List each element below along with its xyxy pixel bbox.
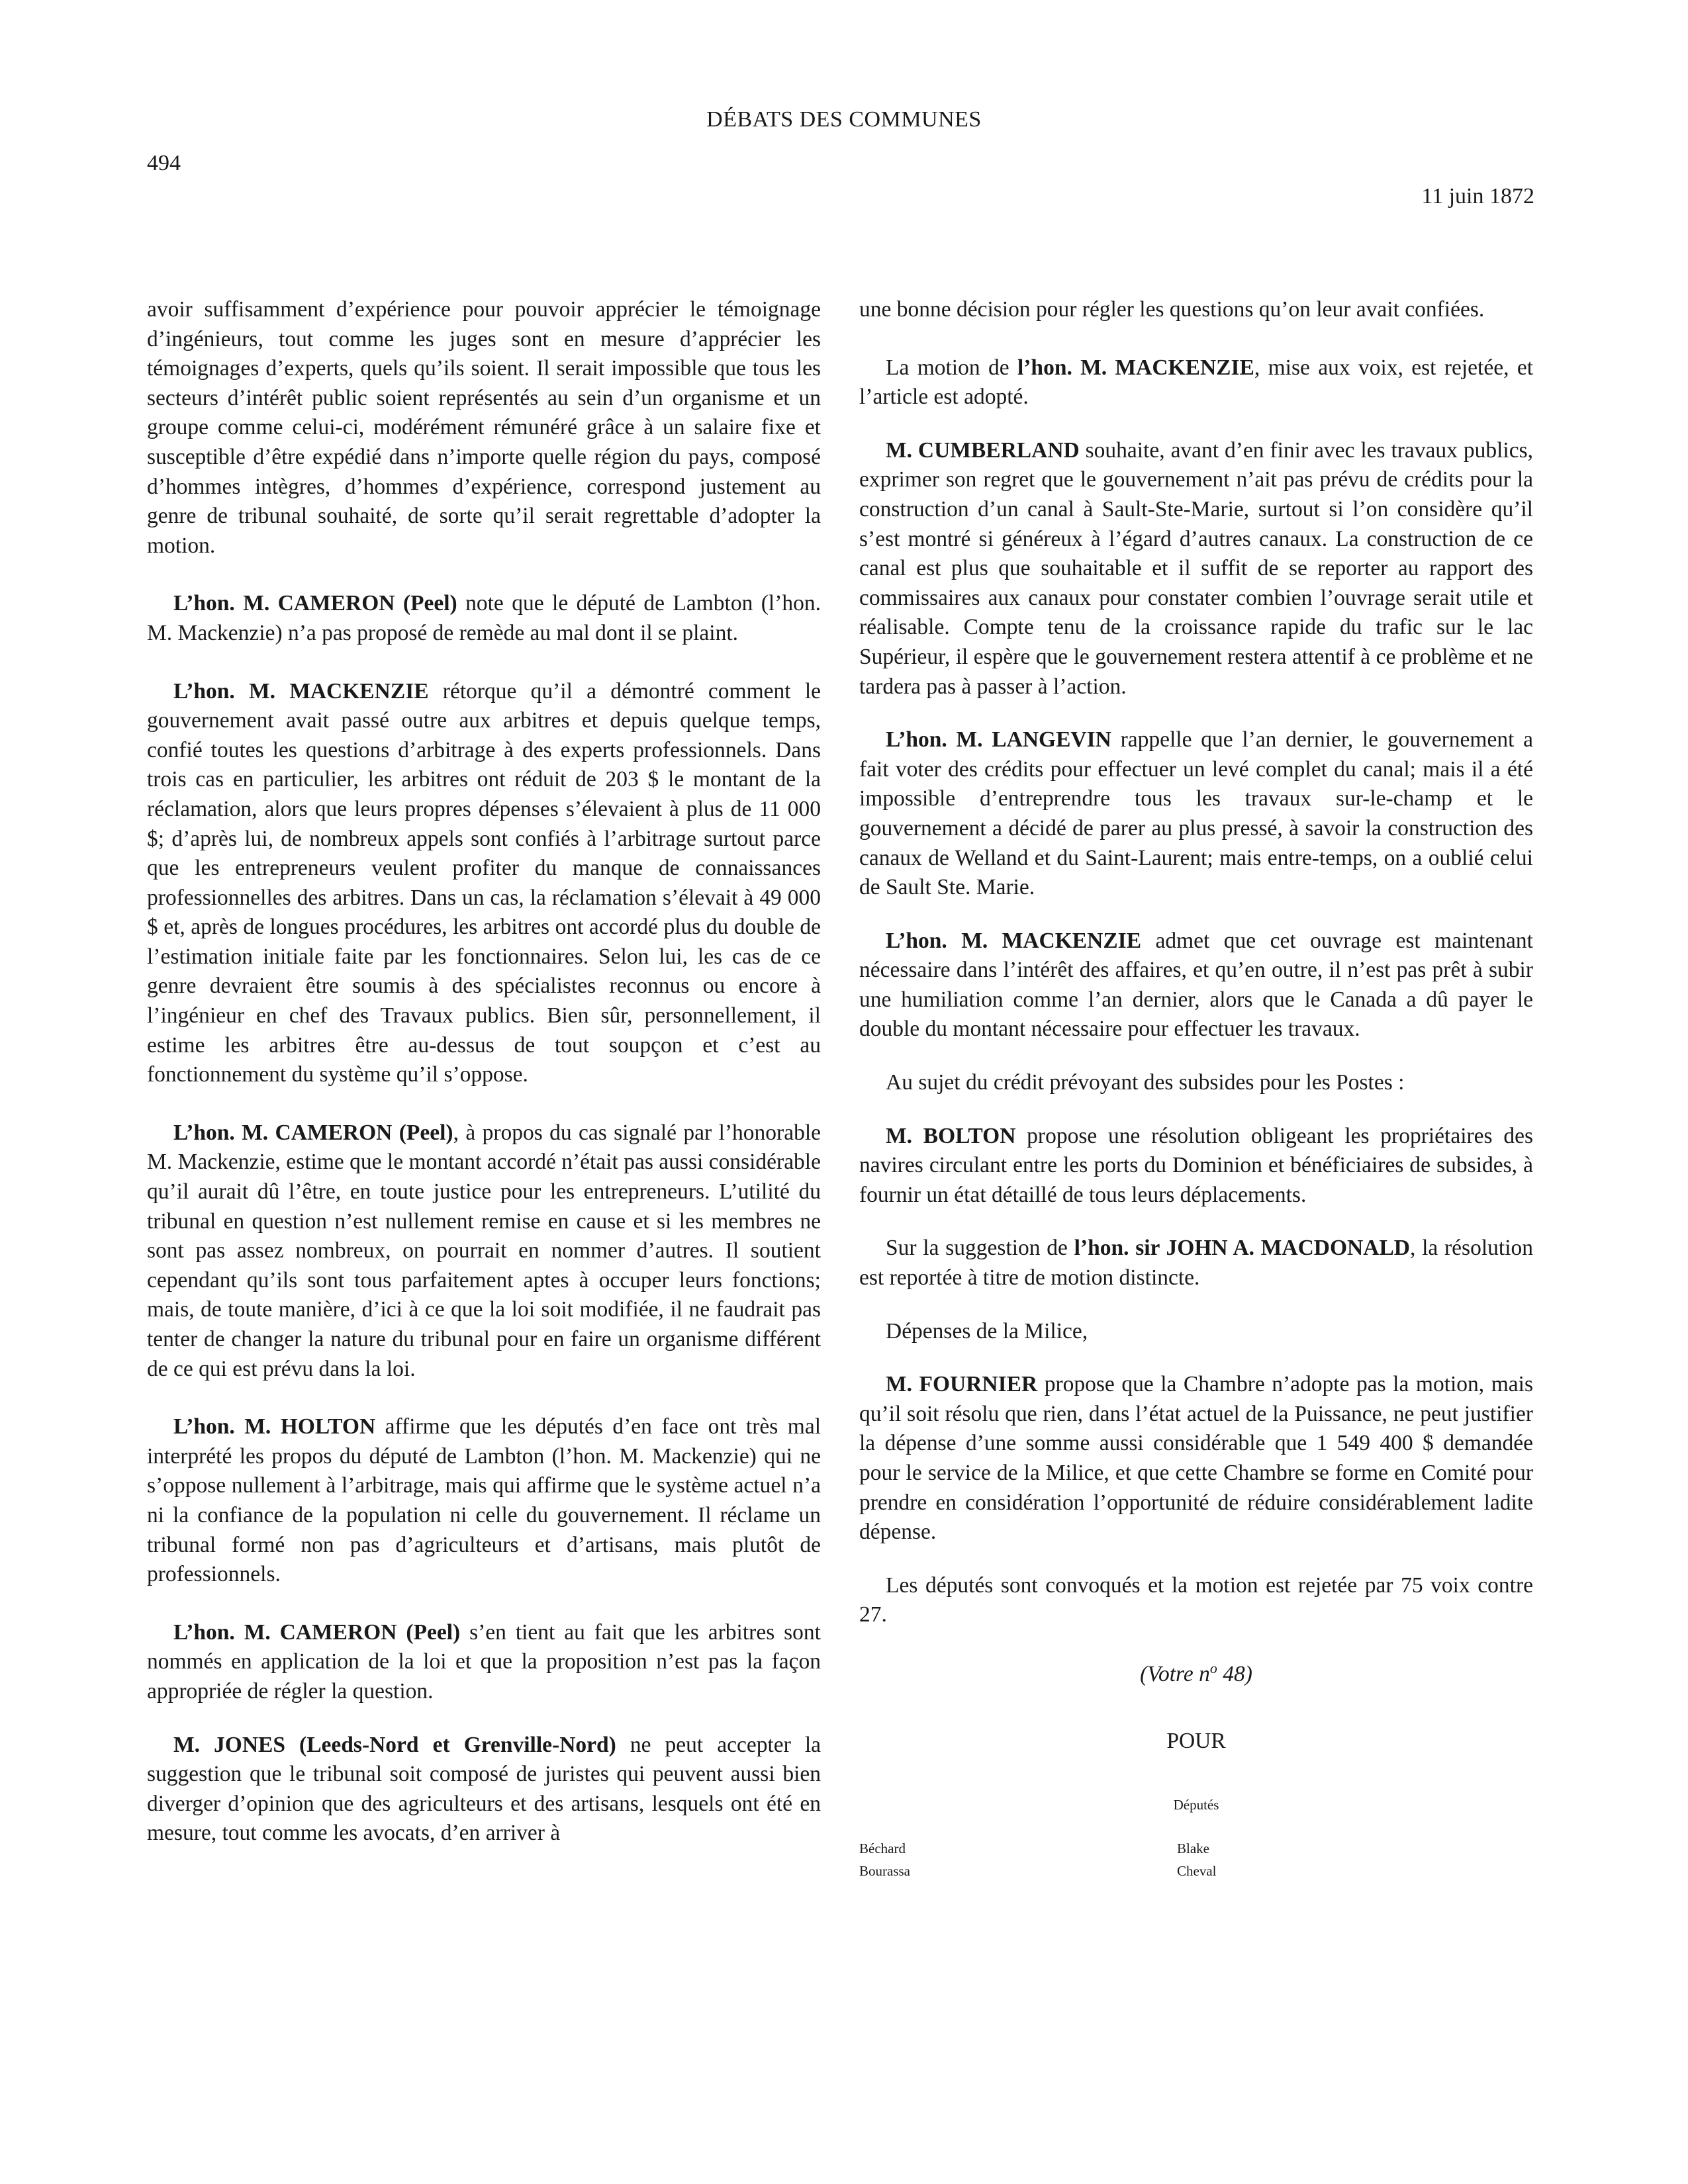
member-name: Cheval — [1177, 1862, 1217, 1879]
vote-names-list — [859, 1837, 1533, 1882]
speaker-name: l’hon. sir JOHN A. MACDONALD — [1074, 1236, 1410, 1261]
member-name: Béchard — [859, 1840, 906, 1856]
paragraph: L’hon. M. LANGEVIN rappelle que l’an dernier, le gouvernement a fait voter des crédits pour effectuer un levé complet du canal; mais il a été impossible d’entreprendre tous les travaux sur-le-champ et le gouvernement a décidé de parer au plus pressé, à savoir la construction des canaux de Welland et du Saint-Laurent; mais entre-temps, on a oublié celui de Sault Ste. Marie. — [859, 727, 1533, 900]
member-name: Bourassa — [859, 1862, 910, 1879]
paragraph: M. JONES (Leeds-Nord et Grenville-Nord) ne peut accepter la suggestion que le tribunal soit composé de juristes qui peuvent aussi bien diverger d’opinion que des agriculteurs et des artisans, lesquels ont été en mesure, tout comme les avocats, d’en arriver à — [147, 1732, 821, 1846]
paragraph: Au sujet du crédit prévoyant des subsides pour les Postes : — [886, 1070, 1405, 1095]
speaker-name: L’hon. M. CAMERON (Peel) — [173, 1619, 461, 1645]
speaker-name: L’hon. M. LANGEVIN — [886, 727, 1111, 752]
paragraph: La motion de l’hon. M. MACKENZIE, mise aux voix, est rejetée, et l’article est adopté. — [859, 355, 1534, 410]
running-header-title: DÉBATS DES COMMUNES — [706, 107, 982, 132]
speaker-name: L’hon. M. CAMERON (Peel) — [173, 1120, 453, 1145]
member-name: Blake — [1177, 1840, 1209, 1856]
paragraph: L’hon. M. MACKENZIE admet que cet ouvrage est maintenant nécessaire dans l’intérêt des affaires, et qu’en outre, il n’est pas prêt à subir une humiliation comme l’an dernier, alors que le Canada a dû payer le double du montant nécessaire pour effectuer les travaux. — [859, 928, 1533, 1042]
speaker-name: M. FOURNIER — [886, 1372, 1038, 1397]
paragraph: L’hon. M. CAMERON (Peel), à propos du cas signalé par l’honorable M. Mackenzie, estime que le montant accordé n’était pas aussi considérable qu’il aurait dû l’être, en toute justice pour les entrepreneurs. L’utilité du tribunal en question n’est nullement remise en cause et si les membres ne sont pas assez nombreux, on pourrait en nommer d’autres. Il soutient cependant qu’ils sont tous parfaitement aptes à occuper leurs fonctions; mais, de toute manière, d’ici à ce que la loi soit modifiée, il ne faudrait pas tenter de changer la nature du tribunal pour en faire un organisme différent de ce qui est prévu dans la loi. — [147, 1120, 821, 1381]
page-number: 494 — [147, 151, 181, 175]
paragraph: M. CUMBERLAND souhaite, avant d’en finir avec les travaux publics, exprimer son regret que le gouvernement n’ait pas prévu de crédits pour la construction d’un canal à Sault-Ste-Marie, surtout si l’on considère qu’il s’est montré si généreux à l’égard d’autres canaux. La construction de ce canal est plus que souhaitable et il suffit de se reporter au rapport des commissaires aux canaux pour constater combien l’ouvrage serait utile et réalisable. Compte tenu de la croissance rapide du trafic sur le lac Supérieur, il espère que le gouvernement restera attentif à ce problème et ne tardera pas à passer à l’action. — [859, 437, 1533, 699]
paragraph: L’hon. M. CAMERON (Peel) s’en tient au fait que les arbitres sont nommés en application de la loi et que la proposition n’est pas la façon appropriée de régler la question. — [147, 1619, 821, 1704]
vote-heading: POUR — [1166, 1728, 1226, 1753]
paragraph: Les députés sont convoqués et la motion est rejetée par 75 voix contre 27. — [859, 1572, 1533, 1627]
right-column — [859, 295, 1533, 1882]
speaker-name: M. JONES (Leeds-Nord et Grenville-Nord) — [173, 1732, 616, 1757]
paragraph: M. FOURNIER propose que la Chambre n’adopte pas la motion, mais qu’il soit résolu que rien, dans l’état actuel de la Puissance, ne peut justifier la dépense d’une somme aussi considérable que 1 549 400 $ demandée pour le service de la Milice, et que cette Chambre se forme en Comité pour prendre en considération l’opportunité de réduire considérablement ladite dépense. — [859, 1372, 1533, 1545]
paragraph: une bonne décision pour régler les questions qu’on leur avait confiées. — [859, 297, 1485, 322]
left-column — [147, 295, 821, 1877]
paragraph: L’hon. M. CAMERON (Peel) note que le député de Lambton (l’hon. M. Mackenzie) n’a pas proposé de remède au mal dont il se plaint. — [147, 591, 821, 645]
speaker-name: L’hon. M. MACKENZIE — [173, 678, 429, 704]
page-date: 11 juin 1872 — [1421, 184, 1534, 208]
paragraph: Sur la suggestion de l’hon. sir JOHN A. MACDONALD, la résolution est reportée à titre de motion distincte. — [859, 1236, 1533, 1291]
paragraph: M. BOLTON propose une résolution obligeant les propriétaires des navires circulant entre les ports du Dominion et bénéficiaires de subsides, à fournir un état détaillé de tous leurs déplacements. — [859, 1123, 1533, 1207]
speaker-name: L’hon. M. CAMERON (Peel) — [173, 591, 457, 616]
paragraph: L’hon. M. MACKENZIE rétorque qu’il a démontré comment le gouvernement avait passé outre aux arbitres et depuis quelque temps, confié toutes les questions d’arbitrage à des experts professionnels. Dans trois cas en particulier, les arbitres ont réduit de 203 $ le montant de la réclamation, alors que leurs propres dépenses s’élevaient à plus de 11 000 $; d’après lui, de nombreux appels sont confiés à l’arbitrage surtout parce que les entrepreneurs veulent profiter du manque de connaissances professionnelles des arbitres. Dans un cas, la réclamation s’élevait à 49 000 $ et, après de longues procédures, les arbitres ont accordé plus du double de l’estimation initiale faite par les fonctionnaires. Selon lui, les cas de ce genre devraient être soumis à des spécialistes reconnus ou encore à l’ingénieur en chef des Travaux publics. Bien sûr, personnellement, il estime les arbitres être au-dessus de tout soupçon et c’est au fonctionnement du système qu’il s’oppose. — [147, 678, 821, 1087]
speaker-name: M. BOLTON — [886, 1123, 1016, 1148]
paragraph: Dépenses de la Milice, — [886, 1318, 1088, 1343]
vote-subheading: Députés — [1173, 1797, 1219, 1813]
speaker-name: l’hon. M. MACKENZIE — [1017, 355, 1254, 380]
speaker-name: L’hon. M. MACKENZIE — [886, 928, 1142, 953]
speaker-name: M. CUMBERLAND — [886, 437, 1080, 463]
paragraph: L’hon. M. HOLTON affirme que les députés d’en face ont très mal interprété les propos du député de Lambton (l’hon. M. Mackenzie) qui ne s’oppose nullement à l’arbitrage, mais qui affirme que le système actuel n’a ni la confiance de la population ni celle du gouvernement. Il réclame un tribunal formé non pas d’agriculteurs et d’artisans, mais plutôt de professionnels. — [147, 1414, 821, 1587]
speaker-name: L’hon. M. HOLTON — [173, 1414, 376, 1439]
paragraph: avoir suffisamment d’expérience pour pouvoir apprécier le témoignage d’ingénieurs, tout comme les juges sont en mesure d’apprécier les témoignages d’experts, quels qu’ils soient. Il serait impossible que tous les secteurs d’intérêt public soient représentés au sein d’un organisme et un groupe comme celui-ci, modérément rémunéré grâce à un salaire fixe et susceptible d’être expédié dans n’importe quelle région du pays, composé d’hommes intègres, d’hommes d’expérience, correspond justement au genre de tribunal souhaité, de sorte qu’il serait regrettable d’adopter la motion. — [147, 297, 821, 558]
vote-reference: (Votre $n^o$ 48) — [1140, 1659, 1252, 1687]
